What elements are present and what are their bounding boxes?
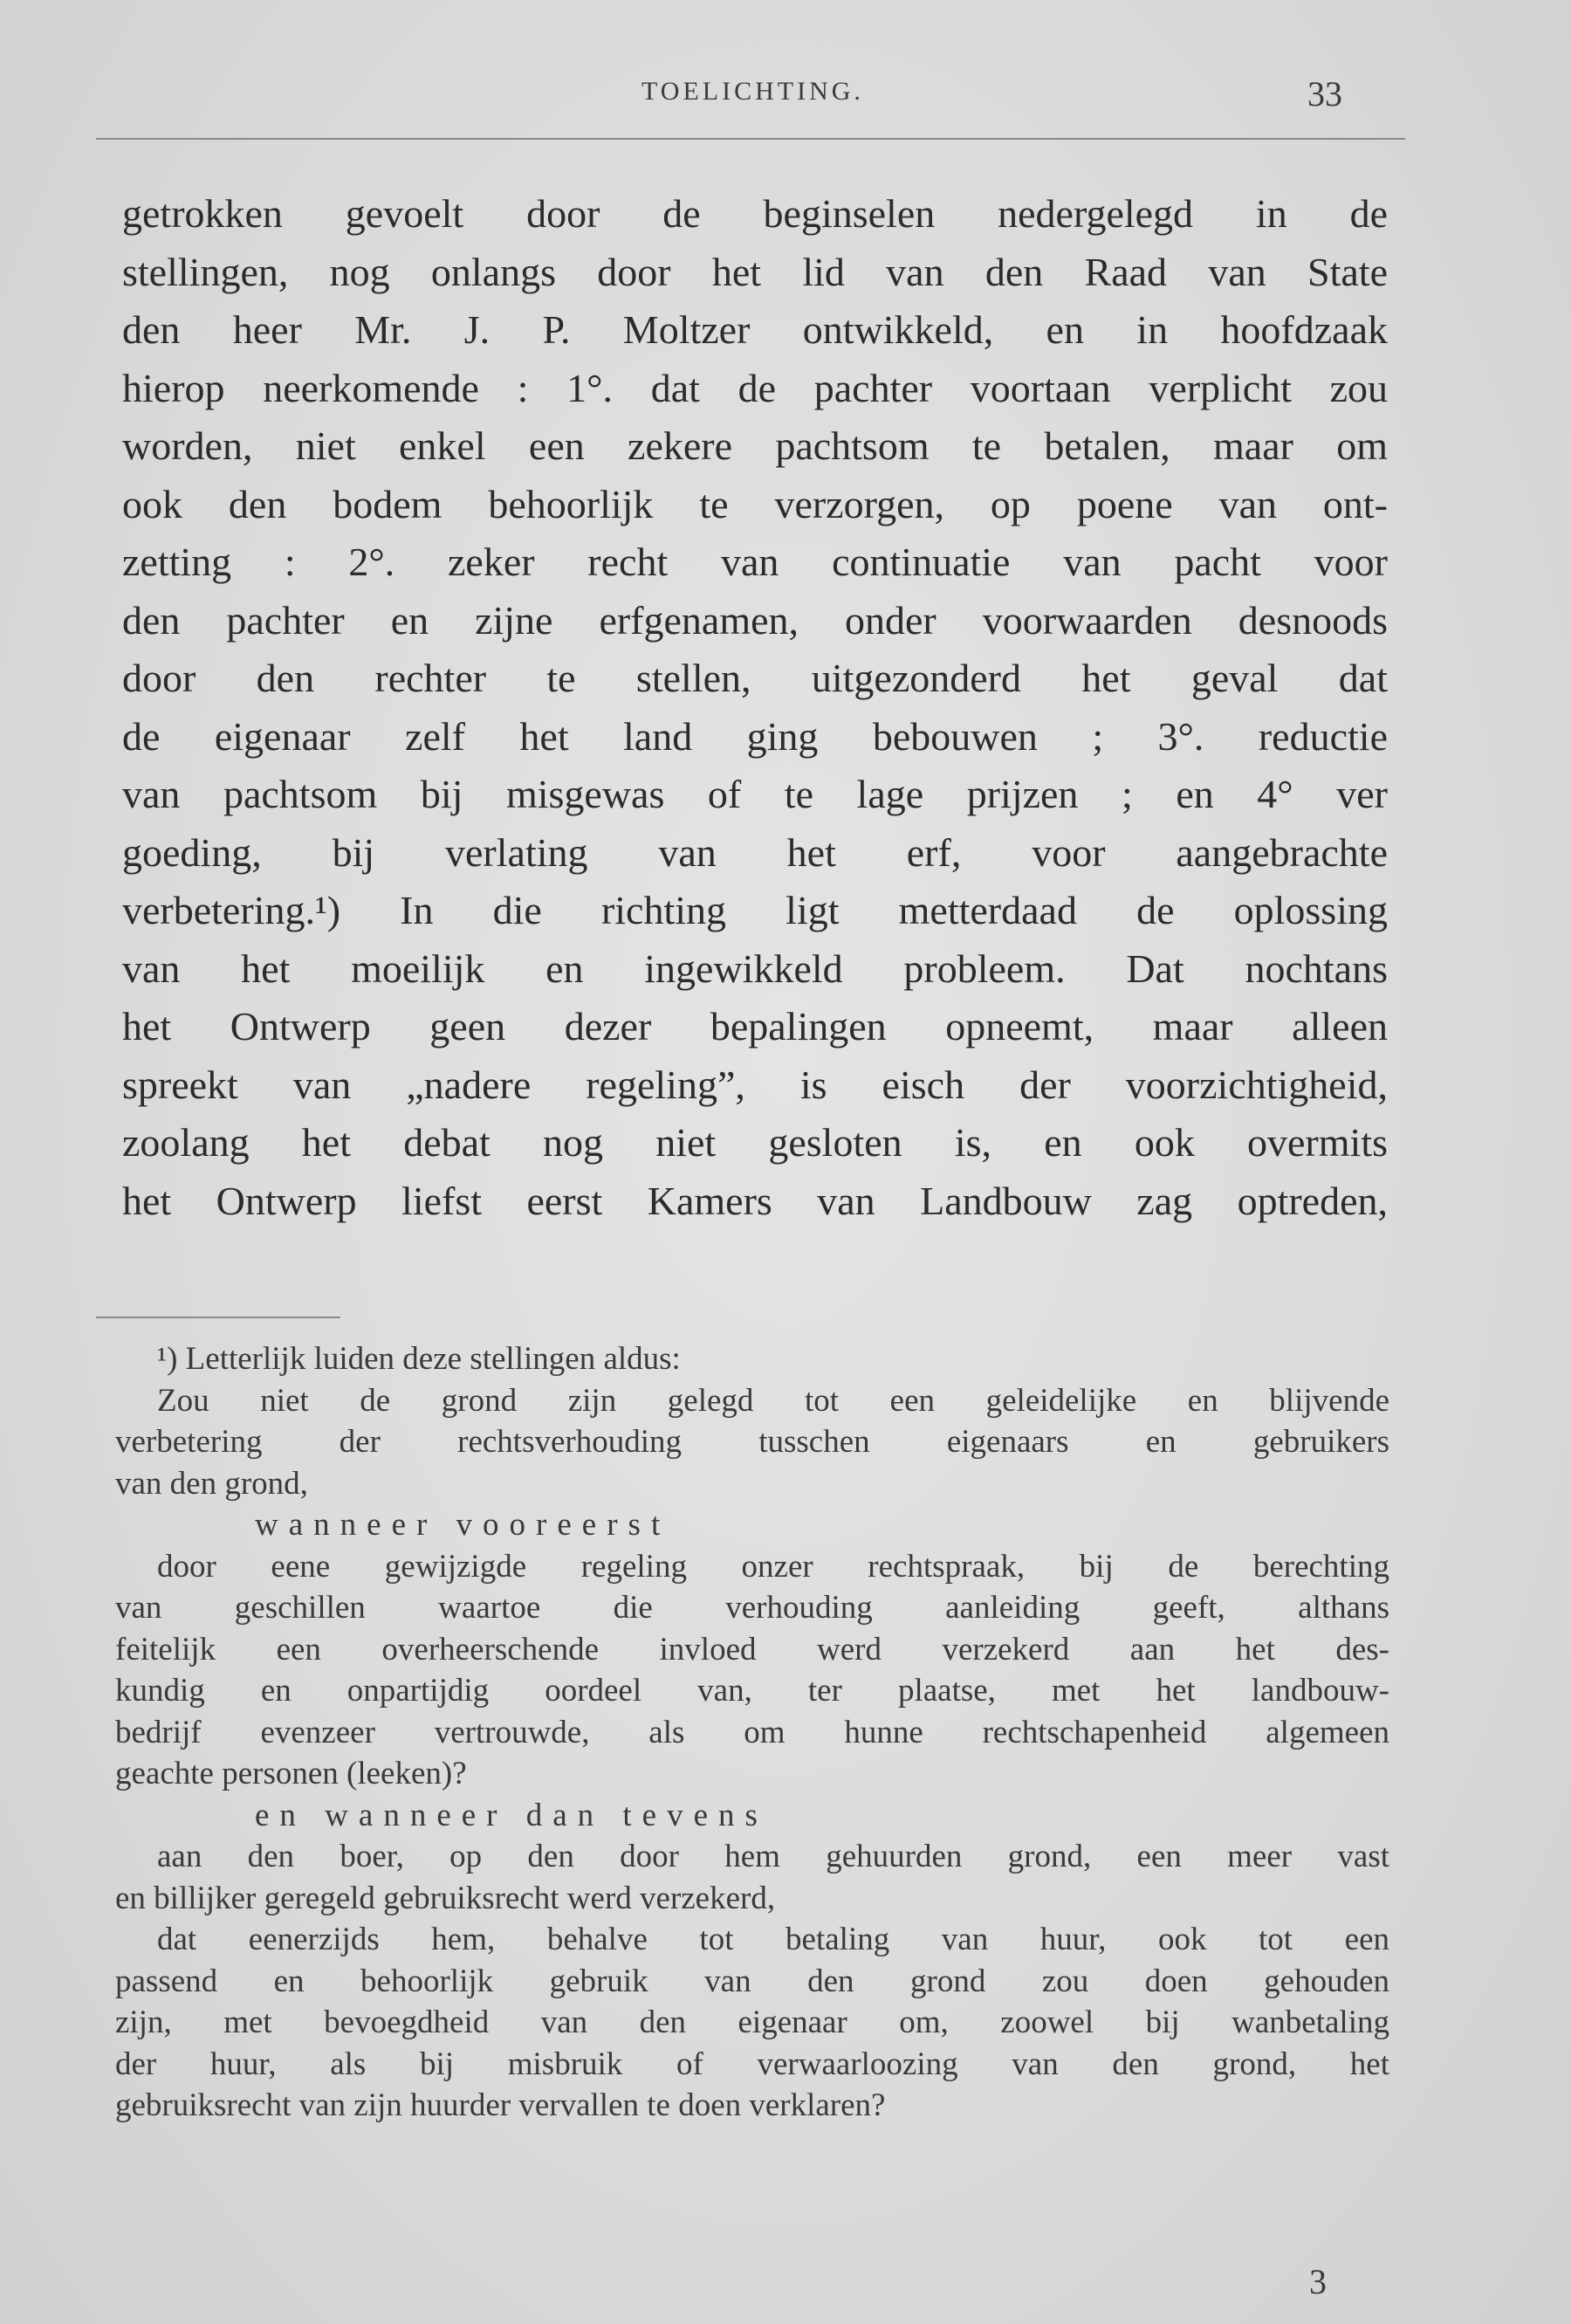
footnote-line: der huur, als bij misbruik of verwaarloozing van den grond, het	[115, 2046, 1389, 2082]
footnote-line: gebruiksrecht van zijn huurder vervallen te doen verklaren?	[115, 2087, 886, 2123]
page-number: 33	[1307, 74, 1342, 113]
body-line: van pachtsom bij misgewas of te lage prijzen ; en 4° ver	[122, 772, 1388, 816]
body-line: den pachter en zijne erfgenamen, onder voorwaarden desnoods	[122, 597, 1388, 643]
body-line: getrokken gevoelt door de beginselen nedergelegd in de	[122, 191, 1388, 236]
body-line: de eigenaar zelf het land ging bebouwen ; 3°. reductie	[122, 713, 1388, 759]
body-line: stellingen, nog onlangs door het lid van den Raad van State	[122, 249, 1388, 294]
body-line: goeding, bij verlating van het erf, voor aangebrachte	[122, 829, 1388, 875]
signature-mark: 3	[1309, 2262, 1327, 2301]
footnote-line: wanneer vooreerst	[255, 1507, 671, 1543]
footnotes	[115, 1338, 1389, 2127]
body-text	[122, 185, 1388, 1230]
footnote-line: feitelijk een overheerschende invloed werd verzekerd aan het des-	[115, 1631, 1389, 1667]
footnote-line: bedrijf evenzeer vertrouwde, als om hunne rechtschapenheid algemeen	[115, 1714, 1389, 1750]
footnote-line: aan den boer, op den door hem gehuurden grond, een meer vast	[157, 1839, 1389, 1874]
footnote-line: en billijker geregeld gebruiksrecht werd verzekerd,	[115, 1880, 776, 1916]
body-line: door den rechter te stellen, uitgezonderd het geval dat	[122, 656, 1388, 700]
footnote-line: verbetering der rechtsverhouding tusschen eigenaars en gebruikers	[115, 1424, 1389, 1460]
footnote-rule	[96, 1317, 340, 1318]
footnote-line: geachte personen (leeken)?	[115, 1756, 467, 1791]
body-line: van het moeilijk en ingewikkeld probleem. Dat nochtans	[122, 945, 1388, 991]
header-rule	[96, 138, 1405, 140]
footnote-line: dat eenerzijds hem, behalve tot betaling van huur, ook tot een	[157, 1922, 1389, 1957]
running-head	[0, 74, 1571, 113]
body-line: het Ontwerp geen dezer bepalingen opneemt, maar alleen	[122, 1004, 1388, 1049]
footnote-line: zijn, met bevoegdheid van den eigenaar om, zoowel bij wanbetaling	[115, 2004, 1389, 2040]
body-line: het Ontwerp liefst eerst Kamers van Landbouw zag optreden,	[122, 1178, 1388, 1223]
footnote-line: passend en behoorlijk gebruik van den grond zou doen gehouden	[115, 1963, 1389, 1999]
footnote-line: van den grond,	[115, 1465, 308, 1502]
body-line: spreekt van „nadere regeling”, is eisch der voorzichtigheid,	[122, 1062, 1388, 1107]
footnote-line: door eene gewijzigde regeling onzer rechtspraak, bij de berechting	[157, 1548, 1389, 1585]
footnote-line: Zou niet de grond zijn gelegd tot een geleidelijke en blijvende	[157, 1382, 1389, 1419]
body-line: verbetering.¹) In die richting ligt metterdaad de oplossing	[122, 888, 1388, 932]
footnote-line: van geschillen waartoe die verhouding aanleiding geeft, althans	[115, 1590, 1389, 1626]
body-line: zoolang het debat nog niet gesloten is, en ook overmits	[122, 1120, 1388, 1165]
body-line: worden, niet enkel een zekere pachtsom te betalen, maar om	[122, 423, 1388, 468]
footnote-line: ¹) Letterlijk luiden deze stellingen aldus:	[157, 1341, 681, 1377]
footnote-line: en wanneer dan tevens	[255, 1797, 768, 1833]
body-line: den heer Mr. J. P. Moltzer ontwikkeld, en in hoofdzaak	[122, 307, 1388, 352]
body-line: zetting : 2°. zeker recht van continuatie van pacht voor	[122, 540, 1388, 584]
body-line: hierop neerkomende : 1°. dat de pachter voortaan verplicht zou	[122, 365, 1388, 410]
footnote-line: kundig en onpartijdig oordeel van, ter plaatse, met het landbouw-	[115, 1673, 1389, 1709]
running-title: TOELICHTING.	[641, 77, 864, 106]
body-line: ook den bodem behoorlijk te verzorgen, op poene van ont-	[122, 481, 1388, 526]
